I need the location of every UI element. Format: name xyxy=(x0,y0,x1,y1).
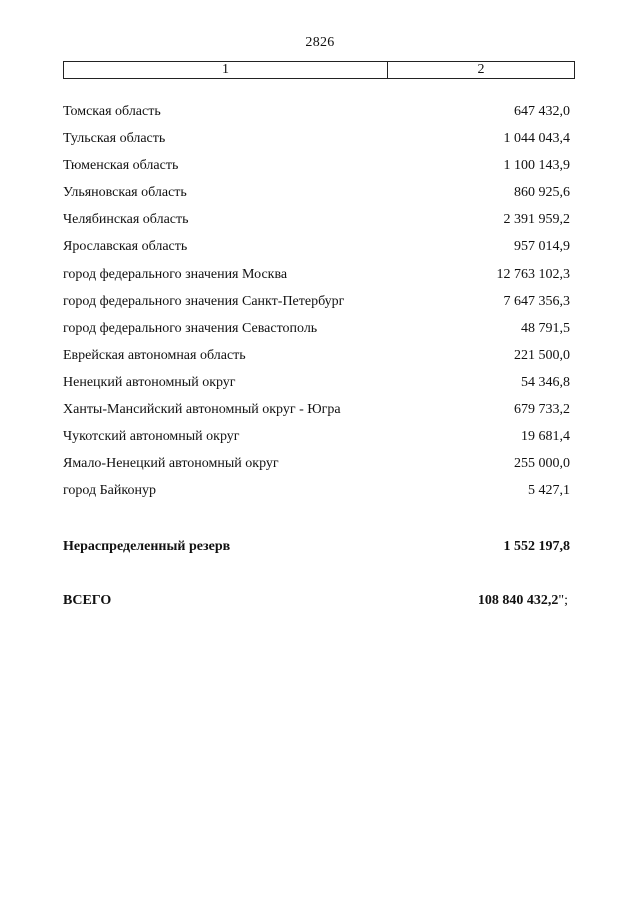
region-value: 2 391 959,2 xyxy=(503,212,570,228)
list-item xyxy=(63,402,570,429)
column-header-1: 1 xyxy=(64,62,388,78)
list-item xyxy=(63,321,570,348)
region-value: 221 500,0 xyxy=(514,347,570,363)
total-value-group xyxy=(478,593,568,609)
total-label: ВСЕГО xyxy=(63,593,112,608)
list-item xyxy=(63,104,570,131)
page-number: 2826 xyxy=(305,35,335,50)
region-name: Тюменская область xyxy=(63,158,179,174)
total-row xyxy=(63,593,568,609)
region-name: Тульская область xyxy=(63,131,166,147)
region-list xyxy=(63,104,570,510)
list-item xyxy=(63,348,570,375)
region-name: Ханты-Мансийский автономный округ - Югра xyxy=(63,402,341,418)
list-item xyxy=(63,483,570,510)
region-value: 5 427,1 xyxy=(528,483,570,499)
list-item xyxy=(63,185,570,212)
region-name: Томская область xyxy=(63,104,161,119)
region-value: 647 432,0 xyxy=(514,104,570,119)
reserve-value: 1 552 197,8 xyxy=(503,539,570,554)
region-value: 54 346,8 xyxy=(521,374,570,390)
region-name: город Байконур xyxy=(63,483,156,499)
reserve-row xyxy=(63,539,570,555)
region-name: город федерального значения Москва xyxy=(63,266,288,282)
region-value: 957 014,9 xyxy=(514,239,570,255)
region-value: 48 791,5 xyxy=(521,320,570,336)
region-name: Ненецкий автономный округ xyxy=(63,374,236,390)
region-name: Чукотский автономный округ xyxy=(63,429,240,445)
list-item xyxy=(63,375,570,402)
region-name: Еврейская автономная область xyxy=(63,347,246,363)
region-value: 255 000,0 xyxy=(514,456,570,472)
list-item xyxy=(63,429,570,456)
list-item xyxy=(63,131,570,158)
list-item xyxy=(63,212,570,239)
total-value: 108 840 432,2 xyxy=(477,593,559,608)
region-name: город федерального значения Севастополь xyxy=(63,320,318,336)
region-name: Ярославская область xyxy=(63,239,188,255)
column-header-table xyxy=(63,61,575,79)
region-value: 860 925,6 xyxy=(514,185,570,201)
list-item xyxy=(63,158,570,185)
region-name: Ямало-Ненецкий автономный округ xyxy=(63,456,279,472)
list-item xyxy=(63,239,570,266)
region-name: город федерального значения Санкт-Петербург xyxy=(63,293,345,309)
total-suffix: "; xyxy=(558,593,568,608)
list-item xyxy=(63,456,570,483)
list-item xyxy=(63,294,570,321)
region-name: Ульяновская область xyxy=(63,185,187,201)
region-value: 7 647 356,3 xyxy=(503,293,570,309)
column-header-2: 2 xyxy=(477,62,485,77)
region-value: 679 733,2 xyxy=(514,402,570,418)
region-name: Челябинская область xyxy=(63,212,189,228)
reserve-label: Нераспределенный резерв xyxy=(63,539,231,554)
region-value: 1 044 043,4 xyxy=(503,131,570,147)
region-value: 1 100 143,9 xyxy=(503,158,570,174)
region-value: 19 681,4 xyxy=(521,429,570,445)
list-item xyxy=(63,267,570,294)
region-value: 12 763 102,3 xyxy=(496,266,570,282)
